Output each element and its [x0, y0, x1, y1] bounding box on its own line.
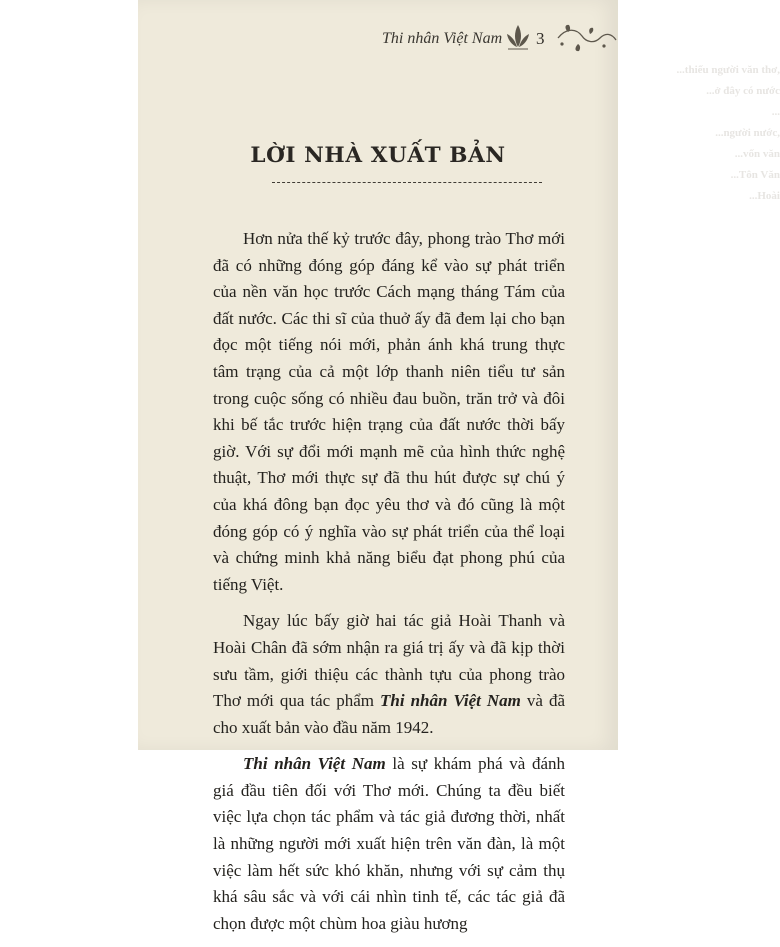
- title-divider: [272, 182, 542, 183]
- flourish-icon: [556, 22, 618, 54]
- running-title: Thi nhân Việt Nam: [382, 30, 503, 47]
- paragraph-2: Ngay lúc bấy giờ hai tác giả Hoài Thanh và Hoài Chân đã sớm nhận ra giá trị ấy và đã kịp thời sưu tầm, giới thiệu các thành tựu của phong trào Thơ mới qua tác phẩm Thi nhân Việt Nam và đã cho xuất bản vào đầu năm 1942.: [213, 611, 565, 737]
- book-title: Thi nhân Việt Nam: [243, 754, 386, 774]
- paragraph-3: Thi nhân Việt Nam là sự khám phá và đánh giá đầu tiên đối với Thơ mới. Chúng ta đều biết việc lựa chọn tác phẩm và tác giả đương thời, nhất là những người mới xuất hiện trên văn đàn, là một việc làm hết sức khó khăn, nhưng với sự cảm thụ khá sâu sắc và với cái nhìn tinh tế, các tác giả đã chọn được một chùm hoa giàu hương: [213, 754, 565, 933]
- bleed-through-text: ...thiếu người văn thơ, ...ở đây có nước ... ...người nước, ...vốn văn ...Tôn Văn ...Hoài: [676, 64, 780, 202]
- lotus-icon: [504, 22, 532, 52]
- running-header: [138, 18, 618, 58]
- book-title: Thi nhân Việt Nam: [380, 691, 521, 711]
- paragraph-1: Hơn nửa thế kỷ trước đây, phong trào Thơ mới đã có những đóng góp đáng kể vào sự phát triển của nền văn học trước Cách mạng tháng Tám của đất nước. Các thi sĩ của thuở ấy đã đem lại cho bạn đọc một tiếng nói mới, phản ánh khá trung thực tâm trạng của cả một lớp thanh niên tiểu tư sản trong cuộc sống có nhiều đau buồn, trăn trở và đôi khi bế tắc trước hiện trạng của đất nước thời bấy giờ. Với sự đổi mới mạnh mẽ của hình thức nghệ thuật, Thơ mới thực sự đã thu hút được sự chú ý của khá đông bạn đọc yêu thơ và đó cũng là một đóng góp có ý nghĩa vào sự phát triển của thể loại và chứng minh khả năng biểu đạt phong phú của tiếng Việt.: [213, 229, 565, 594]
- page-number: 3: [536, 29, 545, 48]
- chapter-title: LỜI NHÀ XUẤT BẢN: [250, 143, 506, 168]
- book-page: [138, 0, 780, 933]
- body-text: [213, 226, 565, 947]
